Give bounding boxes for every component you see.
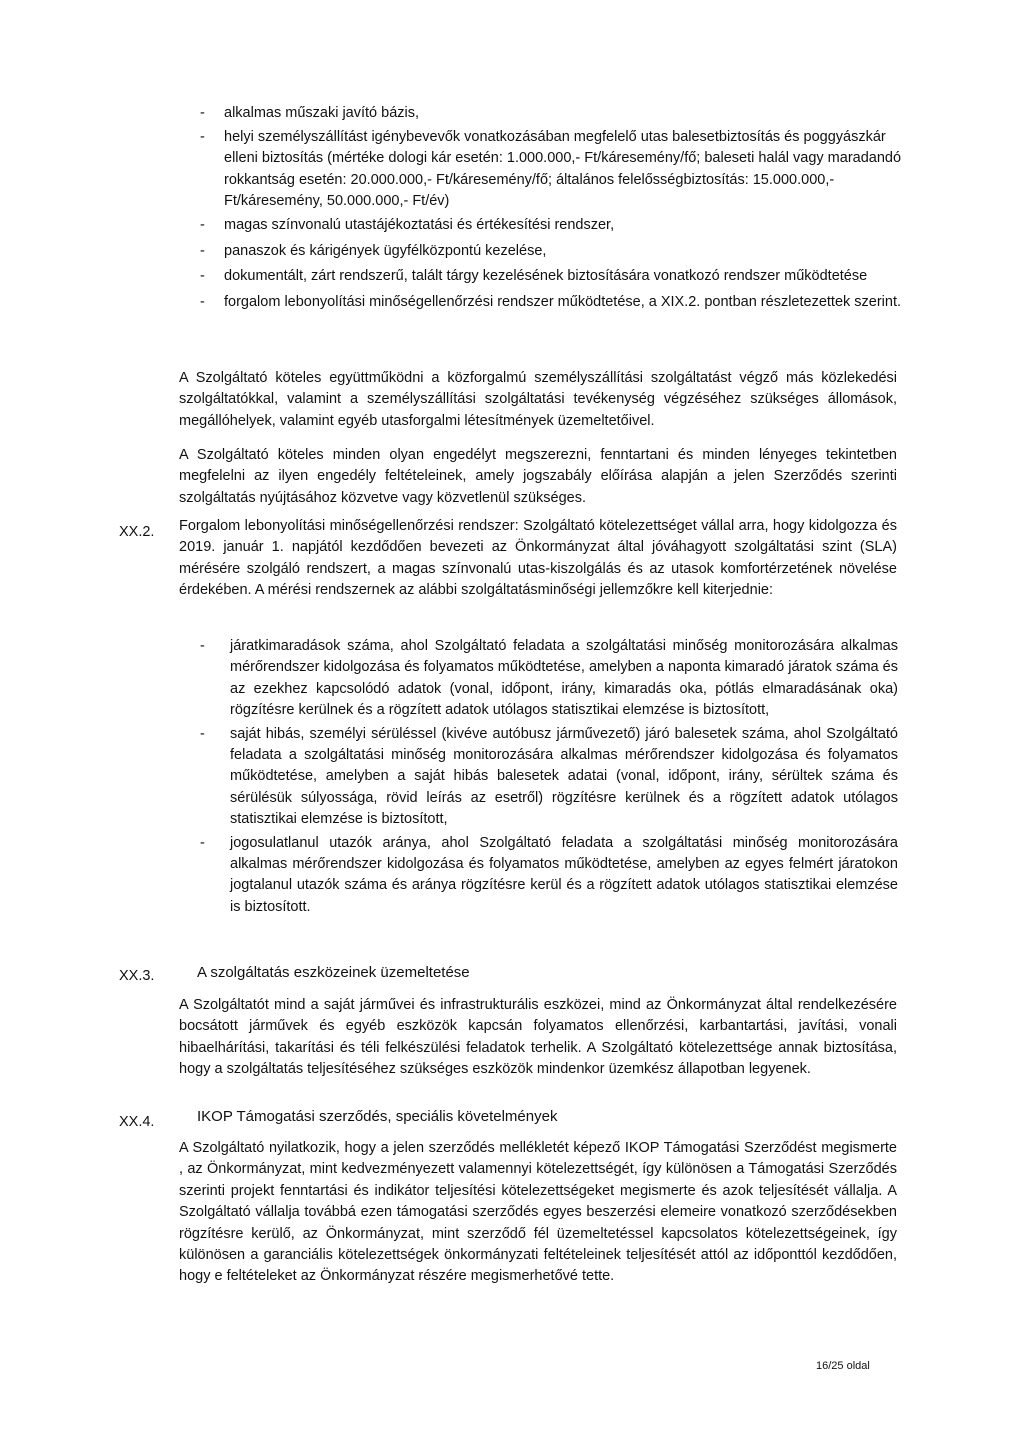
page-number: 16/25 oldal [816, 1360, 870, 1372]
list-item [200, 241, 914, 263]
list-item-text: panaszok és kárigények ügyfélközpontú kezelése, [224, 242, 547, 259]
list-item [200, 833, 898, 919]
list-item-text: dokumentált, zárt rendszerű, talált tárgy kezelésének biztosítására vonatkozó rendszer működtetése [224, 268, 868, 285]
section-3-paragraph: A Szolgáltatót mind a saját járművei és infrastrukturális eszközei, mind az Önkormányzat által rendelkezésére bocsátott járművek és egyéb eszközök kapcsán folyamatos ellenőrzési, karbantartási, javítási, vonali hibaelhárítási, takarítási és téli felkészülési feladatok terhelik. A Szolgáltató kötelezettsége annak biztosítása, hogy a szolgáltatás teljesítéséhez szükséges eszközök mindenkor üzemkész állapotban legyenek. [179, 997, 897, 1078]
list-item [200, 636, 898, 722]
list-item-text: jogosulatlanul utazók aránya, ahol Szolgáltató feladata a szolgáltatási minőség monitorozására alkalmas mérőrendszer kidolgozása és folyamatos működtetése, amelyben az egyes felmért járatokon jogtalanul utazók száma és aránya rögzítésre kerül és a rögzített adatok utólagos statisztikai elemzése is biztosított. [230, 834, 898, 915]
list-item-text: alkalmas műszaki javító bázis, [224, 105, 420, 121]
list-item-text: magas színvonalú utastájékoztatási és értékesítési rendszer, [224, 216, 615, 233]
section-title: IKOP Támogatási szerződés, speciális követelmények [197, 1108, 558, 1125]
list-item-text: helyi személyszállítást igénybevevők vonatkozásában megfelelő utas balesetbiztosítás és poggyászkár elleni biztosítás (mértéke dologi kár esetén: 1.000.000,- Ft/káresemény/fő; baleseti halál vagy maradandó rokkantság esetén: 20.000.000,- Ft/káresemény/fő; általános felelősségbiztosítás: 15.000.000,- Ft/káresemény, 50.000.000,- Ft/év) [224, 128, 902, 210]
bullet-dash: - [200, 216, 205, 233]
list-item-text: saját hibás, személyi sérüléssel (kivéve autóbusz járművezető) járó balesetek száma, ahol Szolgáltató feladata a szolgáltatási minőség monitorozására alkalmas mérőrendszer kidolgozása és folyamatos működtetése, amelyben a saját hibás balesetek adatai (vonal, időpont, irány, sérültek száma és sérülésük súlyossága, rövid leírás az esetről) rögzítésre kerülnek és a rögzített adatok utólagos statisztikai elemzése is biztosított, [230, 725, 898, 828]
section-number: XX.3. [119, 968, 155, 984]
list-item [200, 292, 914, 314]
list-item [200, 724, 898, 831]
list-item-text: járatkimaradások száma, ahol Szolgáltató feladata a szolgáltatási minőség monitorozására alkalmas mérőrendszer kidolgozása és folyamatos működtetése, amelyben a naponta kimaradó járatok száma és az ezekhez kapcsolódó adatok (vonal, időpont, irány, kimaradás oka, pótlás elmaradásának oka) rögzítésre kerülnek és a rögzített adatok utólagos statisztikai elemzése is biztosított, [230, 638, 898, 719]
bullet-dash: - [200, 242, 205, 259]
bullet-dash: - [200, 268, 205, 285]
section-number: XX.2. [119, 524, 155, 540]
section-title: A szolgáltatás eszközeinek üzemeltetése [197, 964, 470, 981]
cooperation-paragraph: A Szolgáltató köteles együttműködni a közforgalmú személyszállítási szolgáltatást végző más közlekedési szolgáltatókkal, valamint a személyszállítási szolgáltatási tevékenység végzéséhez szükséges állomások, megállóhelyek, valamint egyéb utasforgalmi létesítmények üzemeltetőivel. [179, 370, 897, 429]
section-2-paragraph: Forgalom lebonyolítási minőségellenőrzési rendszer: Szolgáltató kötelezettséget vállal arra, hogy kidolgozza és 2019. január 1. napjától kezdődően bevezeti az Önkormányzat által jóváhagyott szolgáltatási szint (SLA) mérésére szolgáló rendszert, a magas színvonalú utas-kiszolgálás és az utasok komfortérzetének növelése érdekében. A mérési rendszernek az alábbi szolgáltatásminőségi jellemzőkre kell kiterjednie: [179, 518, 897, 599]
bullet-dash: - [200, 638, 205, 654]
list-item [200, 127, 914, 213]
list-item [200, 215, 914, 237]
bullet-dash: - [200, 293, 205, 310]
quality-metrics-list [200, 636, 898, 918]
list-item [200, 103, 914, 125]
list-item-text: forgalom lebonyolítási minőségellenőrzési rendszer működtetése, a XIX.2. pontban részletezettek szerint. [224, 293, 902, 310]
bullet-dash: - [200, 834, 205, 851]
section-4-paragraph: A Szolgáltató nyilatkozik, hogy a jelen szerződés mellékletét képező IKOP Támogatási Szerződést megismerte , az Önkormányzat, mint kedvezményezett valamennyi kötelezettségét, így különösen a Támogatási Szerződés szerinti projekt fenntartási és indikátor teljesítési kötelezettségeket megismerte és azok teljesítését vállalja. A Szolgáltató vállalja továbbá ezen támogatási szerződés egyes beszerzési elemeire vonatkozó szerződésekben rögzítésre kerülő, az Önkormányzat, mint szerződő fél üzemeltetéssel kapcsolatos kötelezettségeinek, így különösen a garanciális kötelezettségek önkormányzati feltételeinek teljesítését attól az időponttól kezdődően, hogy e feltételeket az Önkormányzat részére megismerhetővé tette. [179, 1140, 897, 1285]
requirements-list [200, 103, 914, 313]
list-item [200, 266, 914, 288]
permits-paragraph: A Szolgáltató köteles minden olyan engedélyt megszerezni, fenntartani és minden lényeges tekintetben megfelelni az ilyen engedély feltételeinek, amely jogszabály előírása alapján a jelen Szerződés szerinti szolgáltatás nyújtásához közvetve vagy közvetlenül szükséges. [179, 447, 897, 506]
section-number: XX.4. [119, 1114, 155, 1130]
bullet-dash: - [200, 128, 205, 145]
bullet-dash: - [200, 725, 205, 742]
bullet-dash: - [200, 105, 205, 121]
